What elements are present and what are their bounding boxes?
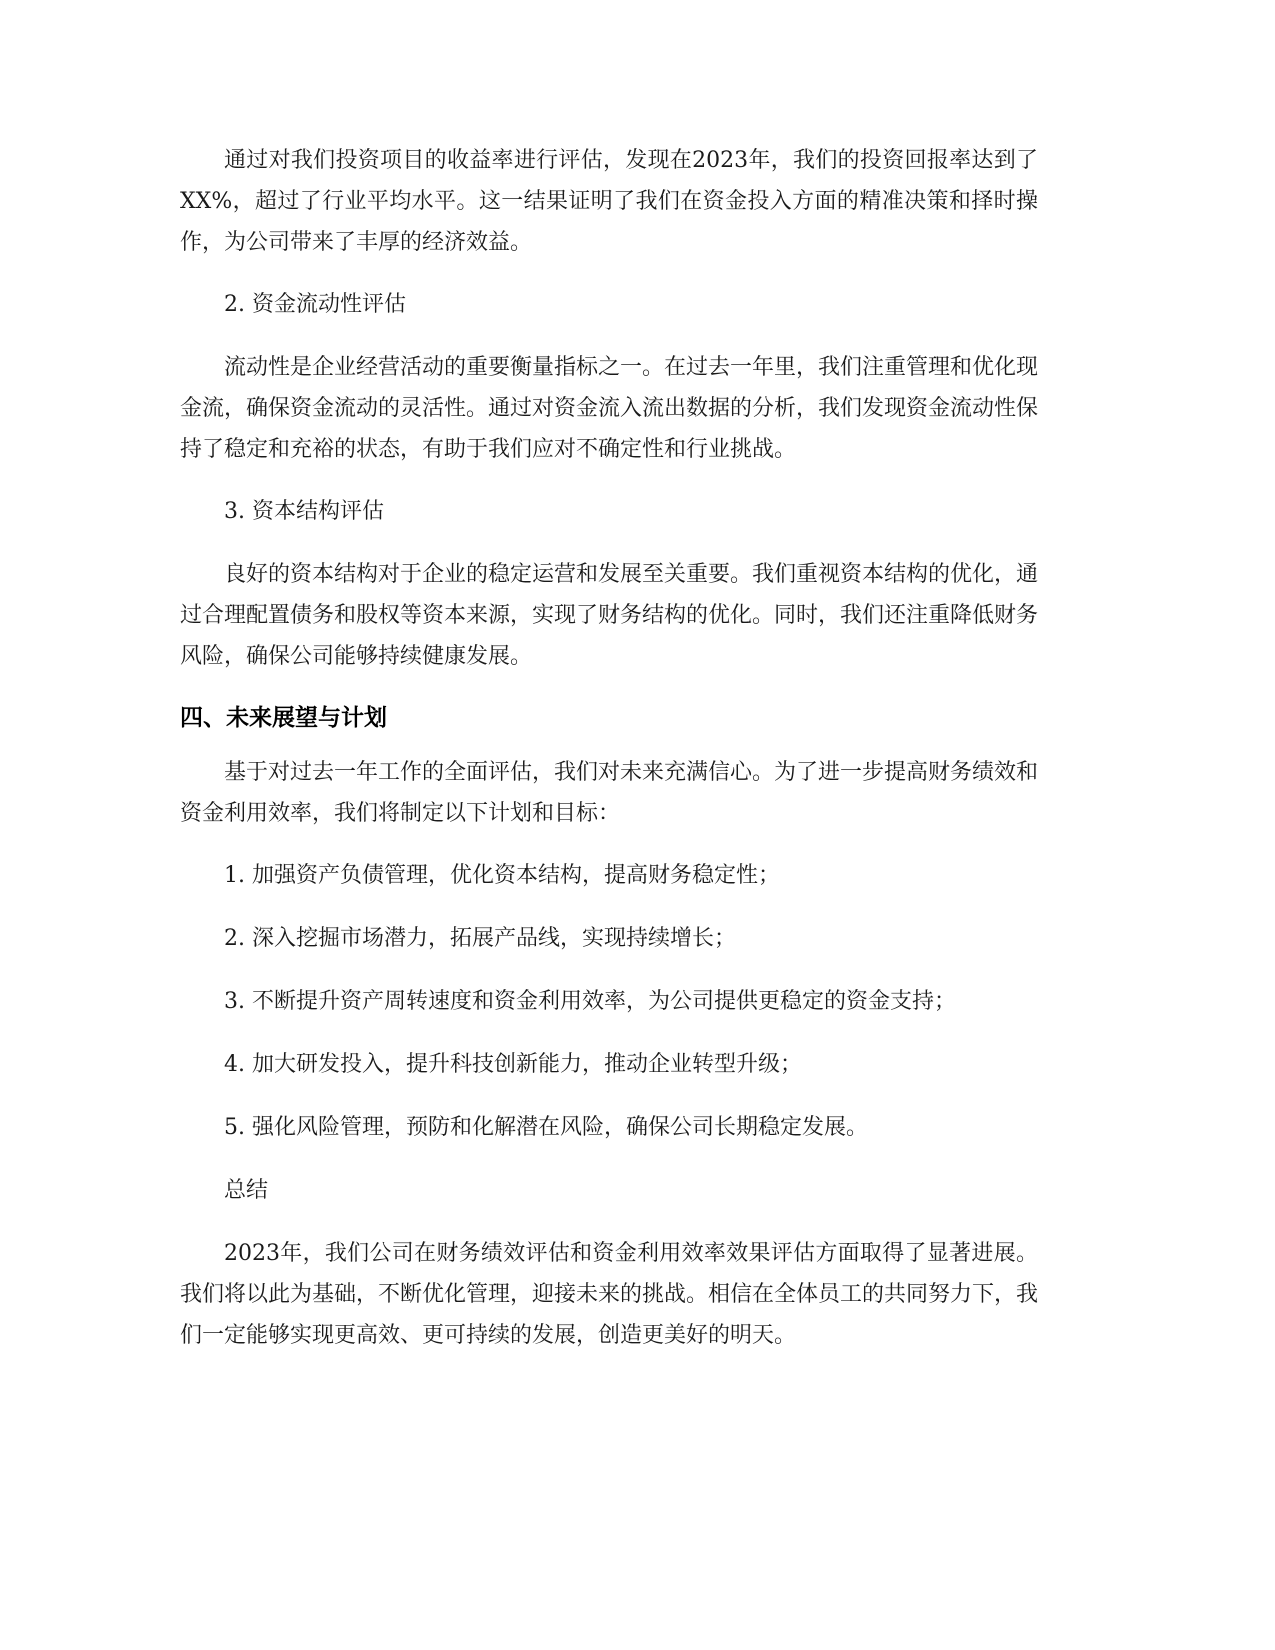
paragraph-capital-structure: 良好的资本结构对于企业的稳定运营和发展至关重要。我们重视资本结构的优化，通过合理配置债务和股权等资本来源，实现了财务结构的优化。同时，我们还注重降低财务风险，确保公司能够持续健康发展。 xyxy=(180,562,1039,669)
section-heading-outlook: 四、未来展望与计划 xyxy=(180,705,387,731)
document-body xyxy=(180,140,1038,1377)
paragraph-summary: 2023年，我们公司在财务绩效评估和资金利用效率效果评估方面取得了显著进展。我们将以此为基础，不断优化管理，迎接未来的挑战。相信在全体员工的共同努力下，我们一定能够实现更高效、更可持续的发展，创造更美好的明天。 xyxy=(180,1241,1039,1348)
subheading-liquidity: 2. 资金流动性评估 xyxy=(224,292,406,317)
paragraph-outlook-intro: 基于对过去一年工作的全面评估，我们对未来充满信心。为了进一步提高财务绩效和资金利用效率，我们将制定以下计划和目标： xyxy=(180,760,1039,826)
summary-label: 总结 xyxy=(224,1178,269,1203)
paragraph-liquidity: 流动性是企业经营活动的重要衡量指标之一。在过去一年里，我们注重管理和优化现金流，确保资金流动的灵活性。通过对资金流入流出数据的分析，我们发现资金流动性保持了稳定和充裕的状态，有助于我们应对不确定性和行业挑战。 xyxy=(180,355,1039,462)
subheading-capital-structure: 3. 资本结构评估 xyxy=(224,499,384,524)
plan-item-3: 3. 不断提升资产周转速度和资金利用效率，为公司提供更稳定的资金支持； xyxy=(224,989,956,1014)
paragraph-investment-return: 通过对我们投资项目的收益率进行评估，发现在2023年，我们的投资回报率达到了XX%，超过了行业平均水平。这一结果证明了我们在资金投入方面的精准决策和择时操作，为公司带来了丰厚的经济效益。 xyxy=(180,148,1038,255)
plan-item-4: 4. 加大研发投入，提升科技创新能力，推动企业转型升级； xyxy=(224,1052,802,1077)
plan-item-1: 1. 加强资产负债管理，优化资本结构，提高财务稳定性； xyxy=(224,863,780,888)
plan-item-2: 2. 深入挖掘市场潜力，拓展产品线，实现持续增长； xyxy=(224,926,736,951)
plan-item-5: 5. 强化风险管理，预防和化解潜在风险，确保公司长期稳定发展。 xyxy=(224,1115,868,1140)
